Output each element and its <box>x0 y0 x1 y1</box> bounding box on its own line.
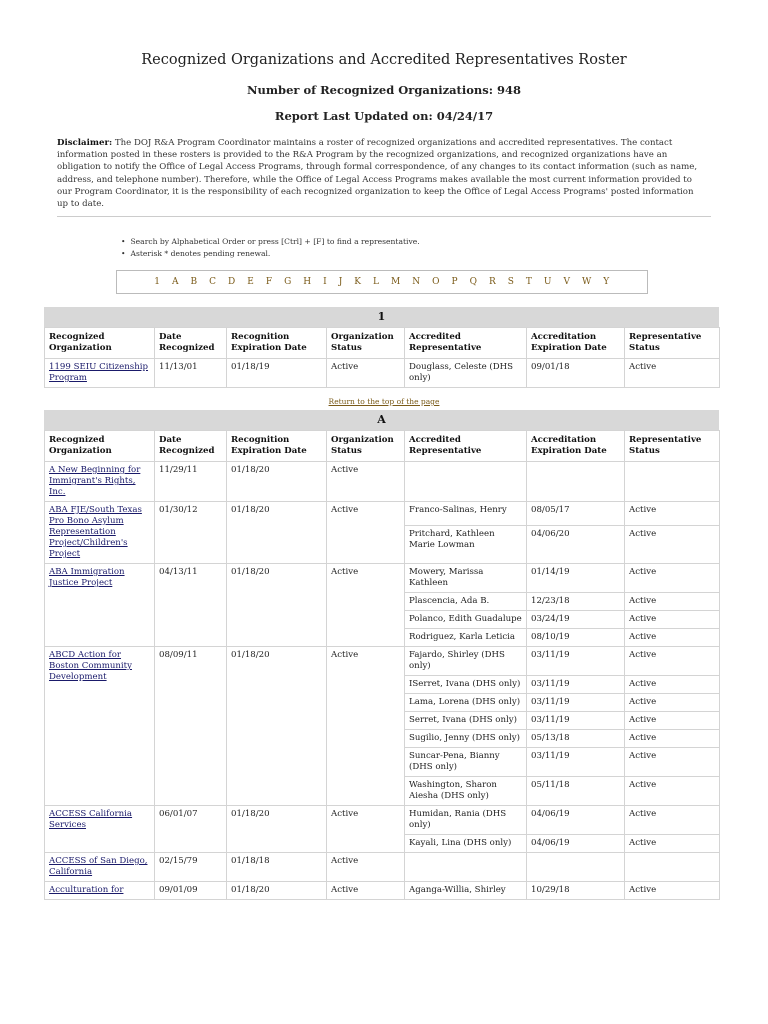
representative-name-cell: Aganga-Willia, Shirley <box>405 882 527 900</box>
org-name-cell <box>45 853 155 882</box>
alpha-link-y[interactable]: Y <box>603 277 610 287</box>
alpha-link-i[interactable]: I <box>323 277 328 287</box>
org-status-cell: Active <box>327 564 405 647</box>
representative-name-cell: Fajardo, Shirley (DHS only) <box>405 647 527 676</box>
date-recognized-cell: 01/30/12 <box>155 502 227 564</box>
accreditation-expiration-cell: 05/11/18 <box>527 777 625 806</box>
representative-status-cell: Active <box>625 835 720 853</box>
org-name-cell <box>45 502 155 564</box>
column-header: Accredited Representative <box>405 328 527 359</box>
representative-name-cell: Sugilio, Jenny (DHS only) <box>405 730 527 748</box>
accreditation-expiration-cell: 04/06/20 <box>527 525 625 563</box>
accreditation-expiration-cell: 01/14/19 <box>527 564 625 593</box>
accreditation-expiration-cell: 03/11/19 <box>527 647 625 676</box>
representative-status-cell: Active <box>625 882 720 900</box>
representative-status-cell: Active <box>625 712 720 730</box>
roster-table-a <box>44 430 720 900</box>
recognition-expiration-cell: 01/18/20 <box>227 462 327 502</box>
representative-name-cell <box>405 853 527 882</box>
table-row <box>45 853 720 882</box>
accreditation-expiration-cell: 12/23/18 <box>527 593 625 611</box>
alpha-link-j[interactable]: J <box>338 277 343 287</box>
alpha-link-e[interactable]: E <box>247 277 255 287</box>
note-search: • Search by Alphabetical Order or press [Ctrl] + [F] to find a representative. <box>121 236 420 248</box>
representative-status-cell: Active <box>625 502 720 526</box>
date-recognized-cell: 08/09/11 <box>155 647 227 806</box>
recognition-expiration-cell: 01/18/20 <box>227 647 327 806</box>
representative-status-cell: Active <box>625 694 720 712</box>
recognition-expiration-cell: 01/18/20 <box>227 806 327 853</box>
representative-status-cell: Active <box>625 730 720 748</box>
representative-status-cell: Active <box>625 564 720 593</box>
recognition-expiration-cell: 01/18/20 <box>227 564 327 647</box>
representative-name-cell: Serret, Ivana (DHS only) <box>405 712 527 730</box>
accreditation-expiration-cell: 04/06/19 <box>527 806 625 835</box>
note-asterisk: • Asterisk * denotes pending renewal. <box>121 248 420 260</box>
representative-status-cell: Active <box>625 593 720 611</box>
page-title: Recognized Organizations and Accredited Representatives Roster <box>141 52 627 68</box>
org-status-cell: Active <box>327 882 405 900</box>
representative-name-cell: Suncar-Pena, Bianny (DHS only) <box>405 748 527 777</box>
accreditation-expiration-cell: 09/01/18 <box>527 359 625 388</box>
alpha-link-1[interactable]: 1 <box>154 277 161 287</box>
disclaimer-label: Disclaimer: <box>57 138 113 148</box>
alphabet-nav <box>116 270 648 294</box>
date-recognized-cell: 06/01/07 <box>155 806 227 853</box>
column-header: Recognition Expiration Date <box>227 431 327 462</box>
alpha-link-b[interactable]: B <box>190 277 198 287</box>
alpha-link-a[interactable]: A <box>172 277 179 287</box>
last-updated: Report Last Updated on: 04/24/17 <box>274 109 494 123</box>
recognition-expiration-cell: 01/18/19 <box>227 359 327 388</box>
org-status-cell: Active <box>327 647 405 806</box>
representative-name-cell: Rodriguez, Karla Leticia <box>405 629 527 647</box>
alpha-link-t[interactable]: T <box>525 277 533 287</box>
alpha-link-s[interactable]: S <box>507 277 515 287</box>
org-status-cell: Active <box>327 806 405 853</box>
alpha-link-r[interactable]: R <box>488 277 497 287</box>
alpha-link-h[interactable]: H <box>303 277 312 287</box>
alpha-link-f[interactable]: F <box>265 277 273 287</box>
roster-table-1 <box>44 327 720 388</box>
alpha-link-v[interactable]: V <box>563 277 571 287</box>
section-header-1: 1 <box>44 307 719 327</box>
recognition-expiration-cell: 01/18/18 <box>227 853 327 882</box>
section-header-a: A <box>44 410 719 430</box>
representative-name-cell: Humidan, Rania (DHS only) <box>405 806 527 835</box>
representative-name-cell: Plascencia, Ada B. <box>405 593 527 611</box>
alpha-link-o[interactable]: O <box>432 277 440 287</box>
table-header-row <box>45 328 720 359</box>
org-name-cell <box>45 462 155 502</box>
representative-name-cell: Douglass, Celeste (DHS only) <box>405 359 527 388</box>
column-header: Accredited Representative <box>405 431 527 462</box>
org-link[interactable]: ACCESS of San Diego, California <box>49 856 148 877</box>
org-status-cell: Active <box>327 502 405 564</box>
date-recognized-cell: 11/13/01 <box>155 359 227 388</box>
return-to-top-link[interactable]: Return to the top of the page <box>328 397 440 406</box>
disclaimer-text: The DOJ R&A Program Coordinator maintains a roster of recognized organizations and accredited representatives. The contact information posted in these rosters is provided to the R&A Program by the recognized organizations, and recognized organizations have an obligation to notify the Office of Legal Access Programs, through formal correspondence, of any changes to its contact information (such as name, address, and telephone number). Therefore, while the Office of Legal Access Programs makes available the most current information provided to our Program Coordinator, it is the responsibility of each recognized organization to keep the Office of Legal Access Programs' posted information up to date. <box>57 138 698 210</box>
org-link[interactable]: A New Beginning for Immigrant's Rights, Inc. <box>49 465 141 497</box>
column-header: Recognized Organization <box>45 328 155 359</box>
org-name-cell <box>45 806 155 853</box>
org-name-cell <box>45 882 155 900</box>
org-link[interactable]: ABA FJE/South Texas Pro Bono Asylum Representation Project/Children's Project <box>49 505 142 559</box>
accreditation-expiration-cell: 05/13/18 <box>527 730 625 748</box>
representative-name-cell: Pritchard, Kathleen Marie Lowman <box>405 525 527 563</box>
table-row <box>45 647 720 676</box>
accreditation-expiration-cell: 03/11/19 <box>527 694 625 712</box>
alpha-link-d[interactable]: D <box>228 277 236 287</box>
org-link[interactable]: ABCD Action for Boston Community Development <box>49 650 132 682</box>
accreditation-expiration-cell: 03/11/19 <box>527 712 625 730</box>
representative-name-cell: Mowery, Marissa Kathleen <box>405 564 527 593</box>
representative-name-cell: Kayali, Lina (DHS only) <box>405 835 527 853</box>
representative-status-cell <box>625 462 720 502</box>
representative-name-cell: Washington, Sharon Aiesha (DHS only) <box>405 777 527 806</box>
org-link[interactable]: Acculturation for <box>49 885 124 895</box>
notes-list <box>121 236 420 259</box>
column-header: Recognized Organization <box>45 431 155 462</box>
table-row <box>45 502 720 526</box>
column-header: Recognition Expiration Date <box>227 328 327 359</box>
column-header: Representative Status <box>625 431 720 462</box>
recognition-expiration-cell: 01/18/20 <box>227 502 327 564</box>
table-row <box>45 882 720 900</box>
column-header: Date Recognized <box>155 431 227 462</box>
accreditation-expiration-cell: 03/11/19 <box>527 676 625 694</box>
column-header: Organization Status <box>327 431 405 462</box>
alpha-link-m[interactable]: M <box>391 277 401 287</box>
table-row <box>45 564 720 593</box>
representative-status-cell: Active <box>625 748 720 777</box>
column-header: Accreditation Expiration Date <box>527 328 625 359</box>
org-name-cell <box>45 359 155 388</box>
accreditation-expiration-cell: 03/11/19 <box>527 748 625 777</box>
alpha-link-u[interactable]: U <box>543 277 553 287</box>
accreditation-expiration-cell: 08/05/17 <box>527 502 625 526</box>
disclaimer <box>57 137 707 210</box>
alpha-link-c[interactable]: C <box>209 277 217 287</box>
representative-status-cell: Active <box>625 525 720 563</box>
table-row <box>45 462 720 502</box>
table-row <box>45 359 720 388</box>
table-row <box>45 806 720 835</box>
accreditation-expiration-cell: 03/24/19 <box>527 611 625 629</box>
org-status-cell: Active <box>327 462 405 502</box>
date-recognized-cell: 02/15/79 <box>155 853 227 882</box>
org-status-cell: Active <box>327 853 405 882</box>
accreditation-expiration-cell: 10/29/18 <box>527 882 625 900</box>
table-header-row <box>45 431 720 462</box>
org-name-cell <box>45 564 155 647</box>
representative-name-cell: Lama, Lorena (DHS only) <box>405 694 527 712</box>
org-link[interactable]: ACCESS California Services <box>49 809 133 830</box>
accreditation-expiration-cell <box>527 462 625 502</box>
representative-name-cell: Franco-Salinas, Henry <box>405 502 527 526</box>
organization-count: Number of Recognized Organizations: 948 <box>246 83 521 97</box>
alpha-link-q[interactable]: Q <box>469 277 478 287</box>
alpha-link-n[interactable]: N <box>412 277 421 287</box>
alpha-link-w[interactable]: W <box>582 277 592 287</box>
accreditation-expiration-cell: 04/06/19 <box>527 835 625 853</box>
alpha-link-l[interactable]: L <box>373 277 380 287</box>
column-header: Accreditation Expiration Date <box>527 431 625 462</box>
org-link[interactable]: 1199 SEIU Citizenship Program <box>49 362 149 383</box>
representative-status-cell: Active <box>625 777 720 806</box>
divider <box>57 216 711 217</box>
representative-name-cell <box>405 462 527 502</box>
representative-status-cell: Active <box>625 629 720 647</box>
date-recognized-cell: 09/01/09 <box>155 882 227 900</box>
representative-status-cell: Active <box>625 806 720 835</box>
alpha-link-g[interactable]: G <box>284 277 292 287</box>
accreditation-expiration-cell: 08/10/19 <box>527 629 625 647</box>
representative-status-cell: Active <box>625 676 720 694</box>
representative-status-cell: Active <box>625 647 720 676</box>
org-status-cell: Active <box>327 359 405 388</box>
accreditation-expiration-cell <box>527 853 625 882</box>
alpha-link-k[interactable]: K <box>354 277 362 287</box>
org-link[interactable]: ABA Immigration Justice Project <box>49 567 125 588</box>
column-header: Representative Status <box>625 328 720 359</box>
column-header: Date Recognized <box>155 328 227 359</box>
recognition-expiration-cell: 01/18/20 <box>227 882 327 900</box>
representative-status-cell: Active <box>625 611 720 629</box>
alpha-link-p[interactable]: P <box>451 277 459 287</box>
org-name-cell <box>45 647 155 806</box>
column-header: Organization Status <box>327 328 405 359</box>
representative-status-cell: Active <box>625 359 720 388</box>
representative-name-cell: Polanco, Edith Guadalupe <box>405 611 527 629</box>
representative-status-cell <box>625 853 720 882</box>
date-recognized-cell: 04/13/11 <box>155 564 227 647</box>
date-recognized-cell: 11/29/11 <box>155 462 227 502</box>
representative-name-cell: ISerret, Ivana (DHS only) <box>405 676 527 694</box>
